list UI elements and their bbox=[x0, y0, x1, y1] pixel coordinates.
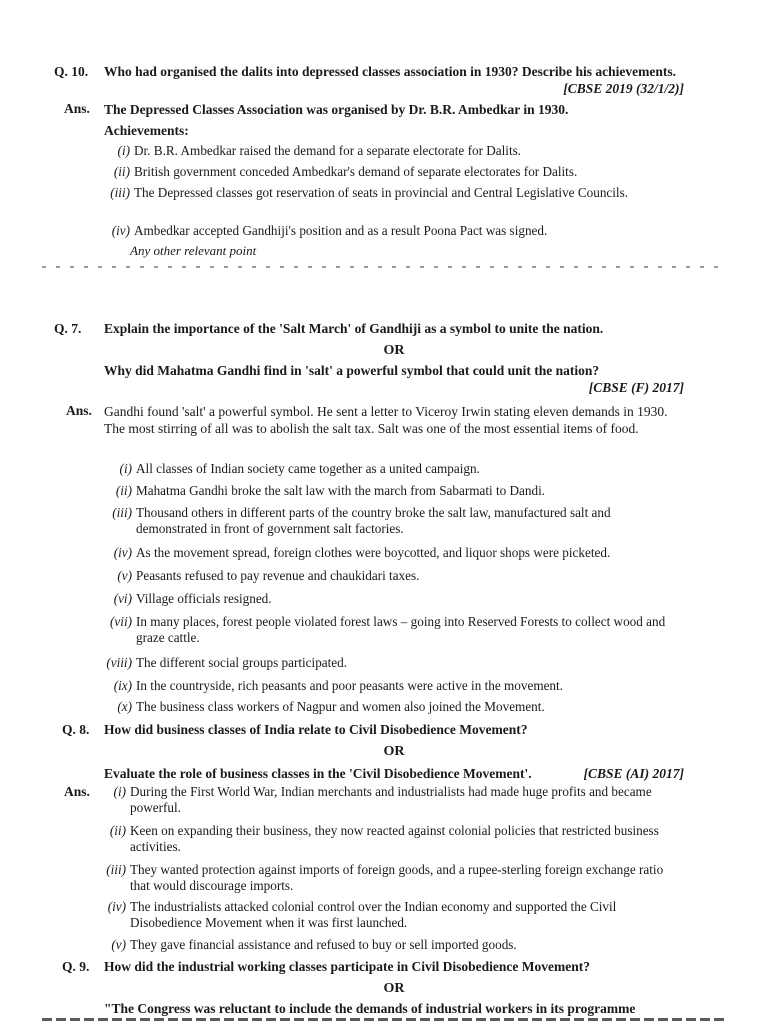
q7-alt-text: Why did Mahatma Gandhi find in 'salt' a powerful symbol that could unit the nation? bbox=[104, 363, 600, 378]
q8-text: How did business classes of India relate to Civil Disobedience Movement? bbox=[104, 722, 528, 737]
item-number: (ix) bbox=[113, 678, 132, 693]
item-number: (v) bbox=[111, 937, 126, 952]
q7-or: OR bbox=[383, 343, 405, 358]
q10-source: [CBSE 2019 (32/1/2)] bbox=[563, 81, 684, 96]
item-number: (iii) bbox=[110, 185, 130, 200]
item-text: Keen on expanding their business, they now reacted against colonial policies that restricted business activities. bbox=[130, 823, 659, 854]
item-number: (iv) bbox=[107, 899, 126, 914]
item-text: British government conceded Ambedkar's demand of separate electorates for Dalits. bbox=[134, 164, 578, 179]
item-number: (vi) bbox=[113, 591, 132, 606]
q9-alt-text: "The Congress was reluctant to include the demands of industrial workers in its programme bbox=[104, 1001, 636, 1016]
page-cut-divider bbox=[42, 266, 726, 268]
item-number: (vii) bbox=[110, 614, 132, 629]
q9-text: How did the industrial working classes participate in Civil Disobedience Movement? bbox=[104, 959, 590, 974]
item-text: The Depressed classes got reservation of seats in provincial and Central Legislative Councils. bbox=[134, 185, 629, 200]
q8-ans-label: Ans. bbox=[64, 784, 90, 799]
item-text: They wanted protection against imports of foreign goods, and a rupee-sterling foreign exchange ratio that would discourage imports. bbox=[130, 862, 664, 893]
item-text: The business class workers of Nagpur and women also joined the Movement. bbox=[136, 699, 545, 714]
item-text: Thousand others in different parts of the country broke the salt law, manufactured salt and demonstrated in front of government salt factories. bbox=[136, 505, 611, 536]
item-text: Dr. B.R. Ambedkar raised the demand for a separate electorate for Dalits. bbox=[134, 143, 522, 158]
q10-number: Q. 10. bbox=[54, 64, 89, 79]
item-number: (iv) bbox=[113, 545, 132, 560]
item-text: As the movement spread, foreign clothes were boycotted, and liquor shops were picketed. bbox=[136, 545, 611, 560]
q8-number: Q. 8. bbox=[62, 722, 90, 737]
item-number: (i) bbox=[117, 143, 130, 158]
item-text: The different social groups participated. bbox=[136, 655, 348, 670]
page-cut-edge bbox=[42, 1018, 726, 1021]
q8-alt-text: Evaluate the role of business classes in the 'Civil Disobedience Movement'. bbox=[104, 766, 532, 781]
q10-answer: The Depressed Classes Association was organised by Dr. B.R. Ambedkar in 1930. bbox=[104, 102, 569, 117]
q8-or: OR bbox=[383, 744, 405, 759]
item-number: (ii) bbox=[115, 483, 132, 498]
q10-text: Who had organised the dalits into depressed classes association in 1930? Describe his achievements. bbox=[104, 64, 677, 79]
item-number: (iii) bbox=[112, 505, 132, 520]
q7-number: Q. 7. bbox=[54, 321, 82, 336]
q7-source: [CBSE (F) 2017] bbox=[588, 380, 684, 395]
q9-or: OR bbox=[383, 981, 405, 996]
q7-answer: Gandhi found 'salt' a powerful symbol. He sent a letter to Viceroy Irwin stating eleven demands in 1930. The most stirring of all was to abolish the salt tax. Salt was one of the most essential items of food. bbox=[104, 404, 668, 436]
q8-source: [CBSE (AI) 2017] bbox=[583, 766, 684, 781]
item-number: (iv) bbox=[111, 223, 130, 238]
item-number: (ii) bbox=[109, 823, 126, 838]
item-text: In many places, forest people violated forest laws – going into Reserved Forests to collect wood and graze cattle. bbox=[136, 614, 666, 645]
item-text: Peasants refused to pay revenue and chaukidari taxes. bbox=[136, 568, 420, 583]
item-text: Ambedkar accepted Gandhiji's position and as a result Poona Pact was signed. bbox=[134, 223, 548, 238]
item-text: All classes of Indian society came together as a united campaign. bbox=[136, 461, 480, 476]
item-text: During the First World War, Indian merchants and industrialists had made huge profits and became powerful. bbox=[130, 784, 652, 815]
q10-note: Any other relevant point bbox=[130, 243, 257, 258]
item-text: Mahatma Gandhi broke the salt law with the march from Sabarmati to Dandi. bbox=[136, 483, 546, 498]
item-number: (x) bbox=[117, 699, 132, 714]
item-text: They gave financial assistance and refused to buy or sell imported goods. bbox=[130, 937, 517, 952]
q10-ans-label: Ans. bbox=[64, 101, 90, 116]
item-number: (ii) bbox=[113, 164, 130, 179]
q9-number: Q. 9. bbox=[62, 959, 90, 974]
item-number: (viii) bbox=[106, 655, 132, 670]
q7-text: Explain the importance of the 'Salt March' of Gandhiji as a symbol to unite the nation. bbox=[104, 321, 604, 336]
item-text: The industrialists attacked colonial control over the Indian economy and supported the Civil Disobedience Movement when it was first launched. bbox=[130, 899, 617, 930]
item-number: (i) bbox=[113, 784, 126, 799]
q7-ans-label: Ans. bbox=[66, 403, 92, 418]
item-number: (i) bbox=[119, 461, 132, 476]
item-number: (v) bbox=[117, 568, 132, 583]
item-number: (iii) bbox=[106, 862, 126, 877]
item-text: In the countryside, rich peasants and poor peasants were active in the movement. bbox=[136, 678, 563, 693]
item-text: Village officials resigned. bbox=[136, 591, 272, 606]
q10-sub-heading: Achievements: bbox=[104, 123, 189, 138]
